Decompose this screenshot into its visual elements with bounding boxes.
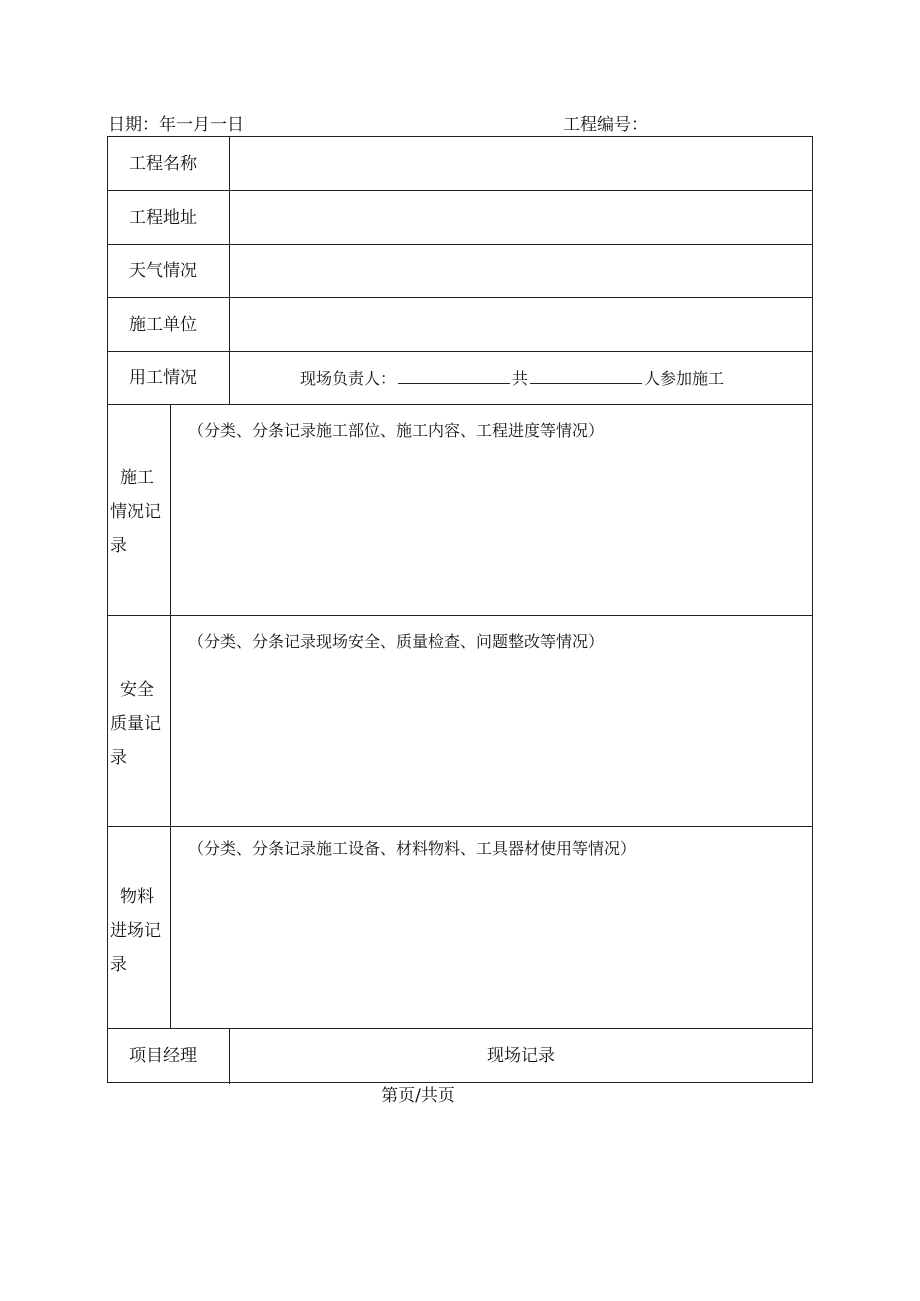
workers-suffix-label: 人参加施工 <box>644 369 725 388</box>
project-manager-label: 项目经理 <box>129 1046 197 1066</box>
site-manager-blank[interactable] <box>398 368 510 384</box>
project-name-field[interactable] <box>232 141 810 187</box>
materials-record-hint: （分类、分条记录施工设备、材料物料、工具器材使用等情况） <box>188 839 637 858</box>
contractor-label: 施工单位 <box>129 315 197 335</box>
row-divider <box>108 190 812 191</box>
column-divider <box>170 404 171 1028</box>
row-divider <box>108 826 812 827</box>
safety-quality-record-label: 安全 质量记 录 <box>110 680 161 768</box>
project-address-field[interactable] <box>232 194 810 240</box>
row-divider <box>108 297 812 298</box>
row-divider <box>108 244 812 245</box>
project-address-label: 工程地址 <box>129 208 197 228</box>
contractor-field[interactable] <box>232 301 810 347</box>
row-divider <box>108 615 812 616</box>
site-manager-label: 现场负责人： <box>300 369 397 388</box>
labor-label: 用工情况 <box>129 368 197 388</box>
project-name-label: 工程名称 <box>129 154 197 174</box>
materials-record-label: 物料 进场记 录 <box>110 887 161 975</box>
labor-statement <box>300 368 724 390</box>
site-recorder-label: 现场记录 <box>487 1046 555 1066</box>
total-label: 共 <box>512 369 529 388</box>
page-number: 第页/共页 <box>381 1086 455 1106</box>
weather-label: 天气情况 <box>129 261 197 281</box>
project-number-label: 工程编号： <box>563 115 648 135</box>
row-divider <box>108 404 812 405</box>
worker-count-blank[interactable] <box>530 368 642 384</box>
safety-quality-record-hint: （分类、分条记录现场安全、质量检查、问题整改等情况） <box>188 632 605 651</box>
column-divider <box>229 137 230 404</box>
weather-field[interactable] <box>232 248 810 294</box>
date-label: 日期：年一月一日 <box>108 115 244 135</box>
construction-record-label: 施工 情况记 录 <box>110 468 161 556</box>
row-divider <box>108 1028 812 1029</box>
construction-log-table <box>107 136 813 1083</box>
construction-record-hint: （分类、分条记录施工部位、施工内容、工程进度等情况） <box>188 421 605 440</box>
row-divider <box>108 351 812 352</box>
